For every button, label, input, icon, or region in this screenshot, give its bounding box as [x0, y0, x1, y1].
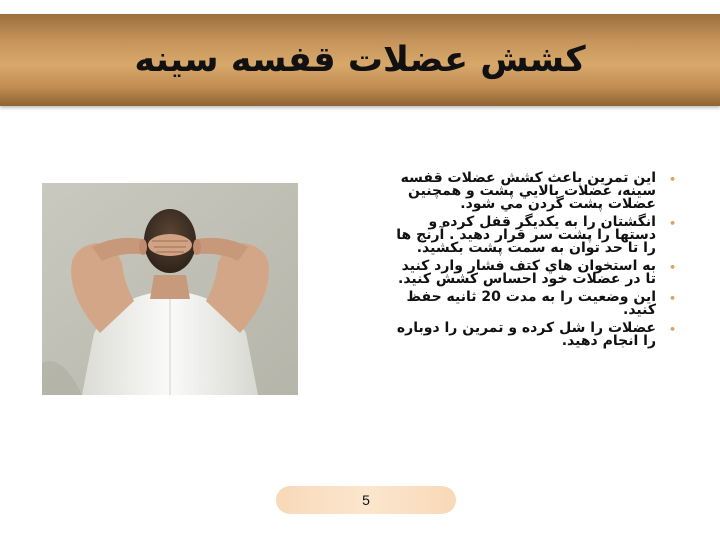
bullet-list	[392, 172, 682, 353]
slide-title: کشش عضلات قفسه سينه	[134, 40, 586, 80]
bullet-text: اين تمرين باعث کشش عضلات قفسه سينه، عضلات بالايي پشت و همچنين عضلات پشت گردن مي شود.	[400, 170, 656, 212]
bullet-item	[392, 216, 682, 255]
bullet-text: انگشتان را به يکديگر قفل کرده و دستها را پشت سر قرار دهيد . آرنج ها را تا حد توان به سمت پشت بکشيد.	[396, 214, 656, 256]
bullet-item	[392, 291, 682, 317]
bullet-dot-icon: •	[668, 173, 676, 186]
page-number: 5	[276, 486, 456, 514]
bullet-text: به استخوان هاي کتف فشار وارد کنيد تا در عضلات خود احساس کشش کنيد.	[398, 258, 656, 287]
bullet-text: عضلات را شل کرده و تمرين را دوباره را انجام دهيد.	[396, 320, 656, 349]
bullet-dot-icon: •	[668, 292, 676, 305]
title-band	[0, 14, 720, 106]
bullet-item	[392, 172, 682, 211]
bullet-item	[392, 322, 682, 348]
bullet-dot-icon: •	[668, 323, 676, 336]
bullet-item	[392, 260, 682, 286]
stretch-exercise-photo	[42, 183, 298, 395]
bullet-dot-icon: •	[668, 217, 676, 230]
bullet-dot-icon: •	[668, 261, 676, 274]
bullet-text: اين وضعيت را به مدت 20 ثانيه حفظ کنيد.	[406, 289, 656, 318]
